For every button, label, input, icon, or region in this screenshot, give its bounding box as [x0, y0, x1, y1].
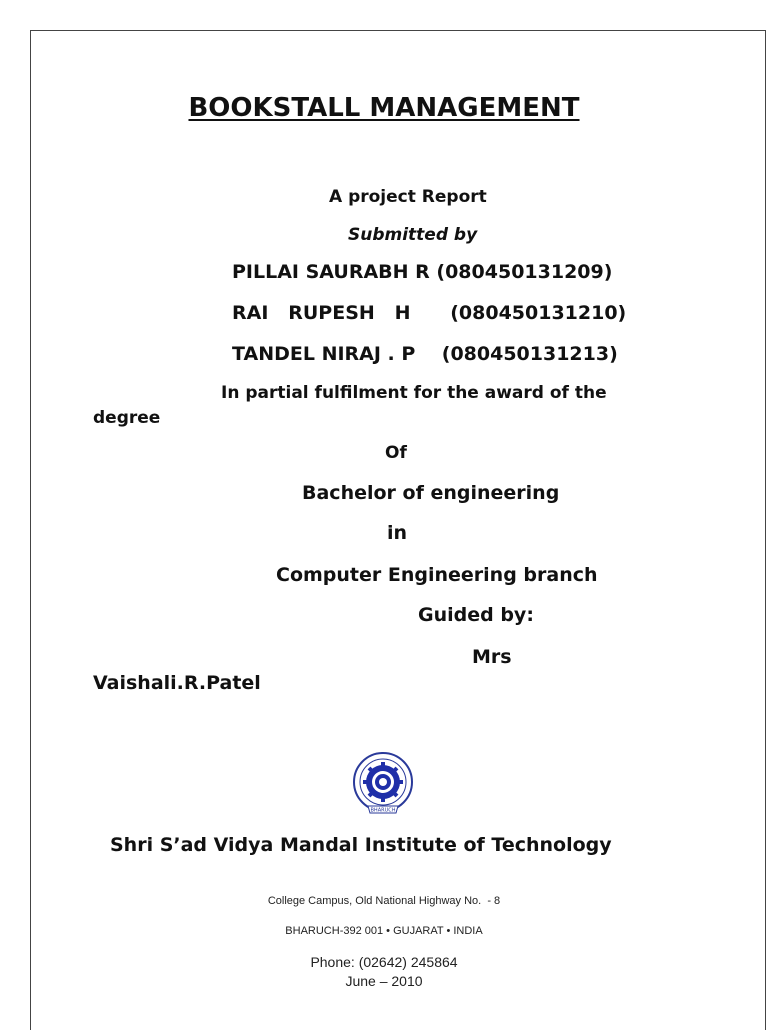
student-3: TANDEL NIRAJ . P (080450131213): [232, 343, 618, 365]
fulfilment-line-2: degree: [93, 408, 161, 428]
guided-by-label: Guided by:: [418, 604, 534, 626]
logo-text: BHARUCH: [370, 807, 396, 814]
student-1: PILLAI SAURABH R (080450131209): [232, 261, 613, 283]
of-label: Of: [385, 443, 407, 463]
phone-number: Phone: (02642) 245864: [310, 954, 458, 970]
fulfilment-line-1: In partial fulfilment for the award of the: [221, 383, 607, 403]
report-subtitle: A project Report: [329, 187, 487, 207]
submitted-by-label: Submitted by: [348, 225, 478, 245]
report-date: June – 2010: [345, 973, 423, 989]
institute-name: Shri S’ad Vidya Mandal Institute of Technology: [110, 834, 612, 856]
guide-title: Mrs: [472, 646, 512, 668]
in-label: in: [387, 522, 408, 544]
document-title: BOOKSTALL MANAGEMENT: [188, 93, 580, 123]
address-line-2: BHARUCH-392 001 • GUJARAT • INDIA: [285, 925, 483, 937]
address-line-1: College Campus, Old National Highway No. - 8: [267, 895, 501, 907]
student-2: RAI RUPESH H (080450131210): [232, 302, 627, 324]
guide-name: Vaishali.R.Patel: [93, 672, 261, 694]
degree-name: Bachelor of engineering: [302, 482, 560, 504]
branch-name: Computer Engineering branch: [276, 564, 598, 586]
institute-logo-icon: [346, 750, 420, 820]
